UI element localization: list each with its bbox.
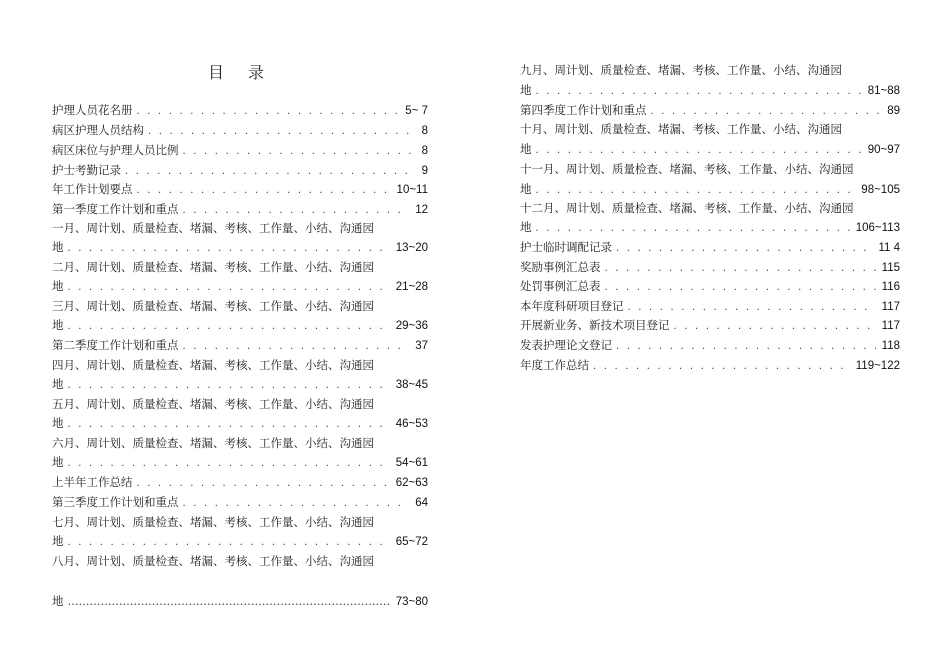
toc-page-number: 81~88 (867, 85, 900, 97)
toc-entry-text: 九月、周计划、质量检查、堵漏、考核、工作量、小结、沟通园 (520, 63, 842, 77)
toc-entry-text: 处罚事例汇总表 (520, 279, 601, 293)
toc-page-number: 118 (881, 340, 900, 352)
toc-entry (520, 81, 900, 101)
toc-page-number: 115 (881, 262, 900, 274)
dot-leader (536, 219, 850, 239)
toc-entry (52, 336, 428, 356)
toc-entry-text: 地 (52, 534, 64, 548)
toc-entry-heading (520, 160, 900, 180)
toc-entry (52, 277, 428, 297)
toc-page-number: 21~28 (395, 281, 428, 293)
toc-entry-text: 第三季度工作计划和重点 (52, 495, 179, 509)
toc-entry (52, 473, 428, 493)
toc-entry-text: 八月、周计划、质量检查、堵漏、考核、工作量、小结、沟通园 (52, 554, 374, 568)
dot-leader (651, 102, 882, 122)
toc-entry-text: 第四季度工作计划和重点 (520, 103, 647, 117)
toc-entry (52, 180, 428, 200)
toc-entry-heading (52, 395, 428, 415)
toc-entry (52, 141, 428, 161)
toc-entry-text: 七月、周计划、质量检查、堵漏、考核、工作量、小结、沟通园 (52, 515, 374, 529)
toc-entry (520, 101, 900, 121)
toc-page-number: 8 (421, 145, 428, 157)
page-title: 目 录 (207, 63, 268, 82)
toc-entry (52, 200, 428, 220)
toc-entry-text: 地 (52, 377, 64, 391)
toc-page-number: 64 (415, 497, 428, 509)
toc-entry (52, 316, 428, 336)
toc-page-number: 10~11 (396, 184, 428, 196)
toc-page-number: 106~113 (855, 222, 900, 234)
toc-page-number: 38~45 (395, 379, 428, 391)
toc-entry-text: 十二月、周计划、质量检查、堵漏、考核、工作量、小结、沟通园 (520, 201, 854, 215)
dot-leader (68, 278, 390, 298)
toc-entry (520, 336, 900, 356)
toc-page-number: 117 (881, 320, 900, 332)
toc-entry-heading (52, 434, 428, 454)
toc-entry-heading (52, 297, 428, 317)
toc-entry (520, 180, 900, 200)
toc-entry (520, 218, 900, 238)
toc-page-number: 46~53 (395, 418, 428, 430)
toc-entry-text: 护理人员花名册 (52, 103, 133, 117)
toc-page-number: 62~63 (395, 477, 428, 489)
toc-page-number: 90~97 (867, 144, 900, 156)
dot-leader (536, 82, 862, 102)
dot-leader (616, 337, 876, 357)
toc-entry-text: 十一月、周计划、质量检查、堵漏、考核、工作量、小结、沟通园 (520, 162, 854, 176)
toc-page-number: 119~122 (855, 360, 900, 372)
toc-entry-heading (52, 552, 428, 572)
dot-leader (183, 337, 410, 357)
dot-leader (137, 181, 391, 201)
dot-leader (628, 298, 876, 318)
toc-entry-text: 三月、周计划、质量检查、堵漏、考核、工作量、小结、沟通园 (52, 299, 374, 313)
toc-page-number: 11 4 (878, 242, 900, 254)
toc-entry (52, 532, 428, 552)
toc-entry (52, 101, 428, 121)
dot-leader (68, 592, 390, 612)
toc-entry-text: 地 (52, 455, 64, 469)
toc-entry-heading (520, 61, 900, 81)
dot-leader (148, 122, 416, 142)
toc-entry-text: 护士考勤记录 (52, 163, 121, 177)
toc-page-number: 9 (421, 165, 428, 177)
toc-entry (52, 161, 428, 181)
toc-entry-heading (520, 120, 900, 140)
dot-leader (137, 102, 400, 122)
toc-entry-text: 护士临时调配记录 (520, 240, 612, 254)
dot-leader (183, 142, 416, 162)
toc-entry-text: 地 (520, 83, 532, 97)
toc-entry (520, 140, 900, 160)
toc-page-number: 12 (415, 204, 428, 216)
dot-leader (68, 239, 390, 259)
toc-entry-text: 病区护理人员结构 (52, 123, 144, 137)
toc-entry-text: 地 (52, 279, 64, 293)
dot-leader (68, 376, 390, 396)
toc-page-number: 13~20 (395, 242, 428, 254)
toc-page-number: 89 (887, 105, 900, 117)
dot-leader (183, 494, 410, 514)
toc-entry-text: 十月、周计划、质量检查、堵漏、考核、工作量、小结、沟通园 (520, 122, 842, 136)
toc-entry-heading (520, 199, 900, 219)
toc-entry (52, 493, 428, 513)
dot-leader (125, 162, 416, 182)
dot-leader (68, 415, 390, 435)
toc-entry (52, 121, 428, 141)
toc-entry (520, 356, 900, 376)
dot-leader (68, 533, 390, 553)
toc-page-number: 54~61 (395, 457, 428, 469)
dot-leader (536, 141, 862, 161)
toc-entry-text: 第一季度工作计划和重点 (52, 202, 179, 216)
toc-entry (520, 297, 900, 317)
toc-entry-text: 五月、周计划、质量检查、堵漏、考核、工作量、小结、沟通园 (52, 397, 374, 411)
toc-page-number: 73~80 (395, 596, 428, 608)
toc-page-number: 8 (421, 125, 428, 137)
toc-page-number: 116 (881, 281, 900, 293)
dot-leader (674, 317, 876, 337)
toc-entry (52, 238, 428, 258)
dot-leader (68, 317, 390, 337)
toc-entry-text: 地 (52, 240, 64, 254)
toc-entry (52, 414, 428, 434)
toc-entry (52, 375, 428, 395)
dot-leader (68, 454, 390, 474)
toc-entry-text: 地 (52, 318, 64, 332)
toc-entry-text: 第二季度工作计划和重点 (52, 338, 179, 352)
toc-entry-heading (52, 356, 428, 376)
toc-entry-text: 开展新业务、新技术项目登记 (520, 318, 670, 332)
toc-entry-text: 本年度科研项目登记 (520, 299, 624, 313)
toc-entry-heading (52, 513, 428, 533)
toc-page-number: 98~105 (861, 184, 900, 196)
toc-entry (520, 277, 900, 297)
toc-entry (520, 238, 900, 258)
toc-entry-text: 上半年工作总结 (52, 475, 133, 489)
toc-entry-text: 地 (520, 182, 532, 196)
dot-leader (605, 278, 876, 298)
toc-entry-text: 地 (520, 142, 532, 156)
toc-entry-text: 地 (520, 220, 532, 234)
dot-leader (593, 357, 850, 377)
dot-leader (605, 259, 876, 279)
toc-entry-heading (52, 219, 428, 239)
toc-entry-text: 二月、周计划、质量检查、堵漏、考核、工作量、小结、沟通园 (52, 260, 374, 274)
dot-leader (183, 201, 410, 221)
toc-entry (520, 316, 900, 336)
toc-page-number: 117 (881, 301, 900, 313)
toc-entry-text: 发表护理论文登记 (520, 338, 612, 352)
toc-page-number: 37 (415, 340, 428, 352)
toc-entry-text: 年度工作总结 (520, 358, 589, 372)
toc-entry-text: 六月、周计划、质量检查、堵漏、考核、工作量、小结、沟通园 (52, 436, 374, 450)
toc-entry-text: 一月、周计划、质量检查、堵漏、考核、工作量、小结、沟通园 (52, 221, 374, 235)
toc-entry-text: 四月、周计划、质量检查、堵漏、考核、工作量、小结、沟通园 (52, 358, 374, 372)
toc-entry (52, 592, 428, 612)
toc-entry-text: 年工作计划要点 (52, 182, 133, 196)
toc-entry-text: 奖励事例汇总表 (520, 260, 601, 274)
dot-leader (536, 181, 856, 201)
dot-leader (137, 474, 390, 494)
toc-entry-text: 地 (52, 416, 64, 430)
toc-page-number: 5~ 7 (405, 105, 428, 117)
toc-page-number: 65~72 (395, 536, 428, 548)
toc-entry-text: 病区床位与护理人员比例 (52, 143, 179, 157)
toc-page-number: 29~36 (395, 320, 428, 332)
toc-entry (520, 258, 900, 278)
toc-entry-heading (52, 258, 428, 278)
dot-leader (616, 239, 872, 259)
toc-entry (52, 453, 428, 473)
toc-entry-text: 地 (52, 594, 64, 608)
